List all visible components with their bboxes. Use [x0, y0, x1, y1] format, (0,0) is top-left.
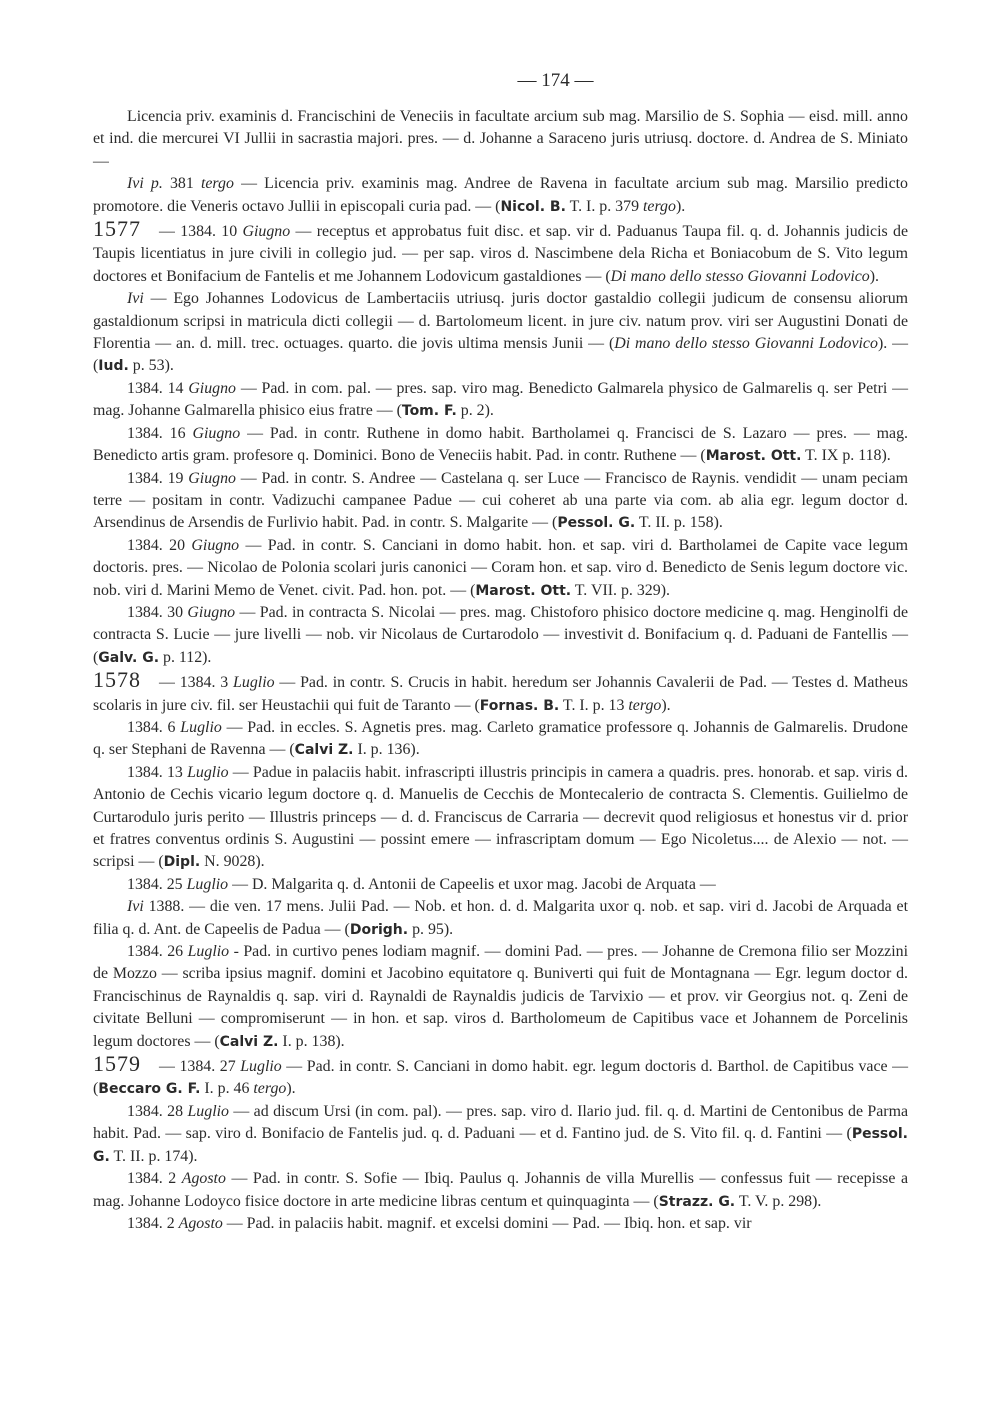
source-citation: Pessol. G. — [93, 1126, 908, 1165]
paragraph: 1384. 19 Giugno — Pad. in contr. S. Andree — Castelana q. ser Luce — Francisco de Raynis. vendidit — unam peciam terre — positam in contr. Vadizuchi campanee Padue — cui coheret ab una parte via com. ab alia egr. legum doctor d. Arsendinus de Arsendis de Furlivio habit. Pad. in contr. S. Malgarite — (Pessol. G. T. II. p. 158). — [93, 469, 908, 532]
source-citation: Strazz. G. — [658, 1193, 736, 1210]
source-citation: Galv. G. — [98, 649, 160, 666]
date: Luglio — [186, 875, 229, 893]
entry-number: 1578 — [93, 667, 141, 693]
editorial-note: Di mano dello stesso Giovanni Lodovico — [614, 335, 878, 353]
source-citation: Tom. F. — [401, 403, 457, 420]
date: tergo — [200, 175, 234, 193]
page-number: — 174 — — [517, 70, 594, 91]
page — [93, 70, 908, 1235]
source-citation: Fornas. B. — [479, 697, 560, 714]
reference-lead: Ivi p. — [127, 175, 163, 193]
source-citation: Calvi Z. — [219, 1033, 279, 1050]
paragraph: 1384. 26 Luglio - Pad. in curtivo penes lodiam magnif. — domini Pad. — pres. — Johanne de Cremona filio ser Mozzini de Mozzo — scriba ipsius magnif. domini et Jacobino equitatore q. Buniverti qui fuit de Montagnana — Egr. legum doctor d. Francischinus de Raynaldis q. sap. viri d. Raynaldi de Raynaldis judicis de Tarvixio — et prov. vir Georgius not. q. Zeni de civitate Belluni — compromiserunt — in hon. et sap. viros d. Bartholomeum de Capitibus vace et Johannem de Porcelinis legum doctores — (Calvi Z. I. p. 138). — [93, 943, 908, 1050]
paragraph: Ivi p. 381 tergo — Licencia priv. examinis mag. Andree de Ravena in facultate arcium sub mag. Marsilio predicto promotore. die Veneris octavo Jullii in episcopali curia pad. — (Nicol. B. T. I. p. 379 tergo). — [93, 175, 909, 215]
date: Agosto — [181, 1170, 226, 1188]
source-citation: Marost. Ott. — [705, 448, 802, 465]
paragraph: 1578 — 1384. 3 Luglio — Pad. in contr. S. Crucis in habit. heredum ser Johannis Cavalerii de Pad. — Testes d. Matheus scolaris in jure civ. fil. ser Heustachii qui fuit de Taranto — (Fornas. B. T. I. p. 13 tergo). — [93, 667, 908, 714]
date: Giugno — [191, 536, 240, 554]
paragraph: Ivi — Ego Johannes Lodovicus de Lambertaciis utriusq. juris doctor gastaldio collegii judicum de consensu aliorum gastaldionum scripsi in matricula dicti collegii — d. Bartolomeum licent. in jure civ. natum prov. viri ser Augustini Donati de Florentia — an. d. mill. trec. octuages. quarto. die jovis ultima mensis Junii — (Di mano dello stesso Giovanni Lodovico). — (Iud. p. 53). — [93, 290, 908, 375]
paragraph: 1384. 20 Giugno — Pad. in contr. S. Canciani in domo habit. hon. et sap. viri d. Bartholamei de Capite vace legum doctoris. pres. — Nicolao de Polonia scolari juris canonici — Coram hon. et sap. viro d. Benedicto de Senis legum doctore vic. nob. viri d. Marini Memo de Venet. civit. Pad. hon. pot. — (Marost. Ott. T. VII. p. 329). — [93, 536, 909, 599]
date: Giugno — [192, 424, 241, 442]
document-body — [93, 106, 908, 1235]
paragraph: 1384. 14 Giugno — Pad. in com. pal. — pres. sap. viro mag. Benedicto Galmarela physico de Galmarelis q. ser Petri — mag. Johanne Galmarella phisico eius fratre — (Tom. F. p. 2). — [93, 379, 908, 420]
entry-number: 1577 — [93, 216, 141, 242]
date: Luglio — [180, 718, 222, 736]
paragraph: 1384. 13 Luglio — Padue in palaciis habit. infrascripti illustris principis in camera a quadris. pres. honorab. et sap. viris d. Antonio de Cechis vicario legum doctore q. d. Manuelis de Cecchis de Montecalerio de contracta S. Clementis. Guilielmo de Curtarodulo juris perito — Illustris princeps — d. d. Franciscus de Carraria — decrevit quod religiosus et honestus vir d. prior et fratres conventus ordinis S. Augustini — possint emere — infrascriptam domum — Ego Nicoletus.... de Alexio — not. — scripsi — (Dipl. N. 9028). — [93, 763, 908, 871]
date: Giugno — [242, 223, 291, 241]
date: Luglio — [187, 943, 230, 961]
date: Luglio — [187, 763, 229, 781]
date: Luglio — [233, 674, 275, 692]
reference-lead: Ivi — [127, 290, 144, 308]
date: Luglio — [240, 1058, 282, 1076]
date: Luglio — [187, 1102, 229, 1120]
paragraph: 1384. 16 Giugno — Pad. in contr. Ruthene in domo habit. Bartholamei q. Francisci de S. Lazaro — pres. — mag. Benedicto artis gram. profesore q. Dominici. Bono de Veneciis habit. Pad. in contr. Ruthene — (Marost. Ott. T. IX p. 118). — [93, 424, 908, 465]
source-citation: Marost. Ott. — [475, 582, 572, 599]
source-citation: Beccaro G. F. — [98, 1081, 201, 1098]
paragraph: 1384. 28 Luglio — ad discum Ursi (in com. pal). — pres. sap. viro d. Ilario jud. fil. q. d. Martini de Centonibus de Parma habit. Pad. — sap. viro d. Bonifacio de Fantelis jud. q. d. Paduani — et d. Fantino jud. de S. Vito fil. q. d. Fantini — (Pessol. G. T. II. p. 174). — [93, 1102, 909, 1165]
source-citation: Pessol. G. — [557, 515, 636, 532]
entry-number: 1579 — [93, 1051, 141, 1077]
date: Giugno — [188, 469, 236, 487]
paragraph: 1384. 2 Agosto — Pad. in palaciis habit. magnif. et excelsi domini — Pad. — Ibiq. hon. et sap. vir — [127, 1214, 752, 1232]
paragraph: Ivi 1388. — die ven. 17 mens. Julii Pad. — Nob. et hon. d. d. Malgarita uxor q. nob. et sap. viri d. Jacobi de Arquada et filia q. d. Ant. de Capeelis de Padua — (Dorigh. p. 95). — [93, 898, 908, 938]
paragraph: 1384. 6 Luglio — Pad. in eccles. S. Agnetis pres. mag. Carleto gramatice professore q. Johannis de Galmarelis. Drudone q. ser Stephani de Ravenna — (Calvi Z. I. p. 136). — [93, 718, 908, 759]
editorial-note: Di mano dello stesso Giovanni Lodovico — [610, 267, 870, 285]
paragraph: 1577 — 1384. 10 Giugno — receptus et approbatus fuit disc. et sap. vir d. Paduanus Taupa fil. q. d. Johannis judicis de Taupis licentiatus in jure civili in collegio jud. — per sap. viros d. Nascimbene dela Richa et Boniacobum de S. Vito legum doctores et Bonifacium de Fantelis et me Johannem Lodovicum gastaldiones — (Di mano dello stesso Giovanni Lodovico). — [93, 216, 909, 285]
paragraph: 1384. 2 Agosto — Pad. in contr. S. Sofie — Ibiq. Paulus q. Johannis de villa Murellis — confessus fuit — recepisse a mag. Johanne Lodoyco fisice doctore in arte medicine libras centum et quinquaginta — (Strazz. G. T. V. p. 298). — [93, 1170, 908, 1210]
paragraph: 1579 — 1384. 27 Luglio — Pad. in contr. S. Canciani in domo habit. egr. legum doctoris d. Barthol. de Capitibus vace — (Beccaro G. F. I. p. 46 tergo). — [93, 1051, 908, 1098]
date: Agosto — [178, 1214, 223, 1232]
source-citation: Dipl. — [163, 854, 201, 871]
source-citation: Dorigh. — [349, 921, 409, 938]
source-citation: Iud. — [98, 358, 129, 375]
paragraph: Licencia priv. examinis d. Francischini de Veneciis in facultate arcium sub mag. Marsilio de S. Sophia — eisd. mill. anno et ind. die mercurei VI Jullii in sacrastia majori. pres. — d. Johanne a Saraceno juris utriusq. doctore. d. Andrea de S. Miniato — — [93, 108, 908, 170]
source-citation: Calvi Z. — [294, 742, 354, 759]
reference-lead: Ivi — [127, 898, 144, 916]
source-citation: Nicol. B. — [500, 198, 566, 215]
date: Giugno — [187, 603, 236, 621]
paragraph: 1384. 30 Giugno — Pad. in contracta S. Nicolai — pres. mag. Chistoforo phisico doctore medicine q. mag. Henginolfi de contracta S. Lucie — jure livelli — nob. vir Nicolaus de Curtarodolo — investivit d. Bonifacium q. d. Paduani de Fantellis — (Galv. G. p. 112). — [93, 603, 909, 666]
paragraph: 1384. 25 Luglio — D. Malgarita q. d. Antonii de Capeelis et uxor mag. Jacobi de Arquata — — [127, 875, 716, 893]
date: Giugno — [188, 379, 236, 397]
